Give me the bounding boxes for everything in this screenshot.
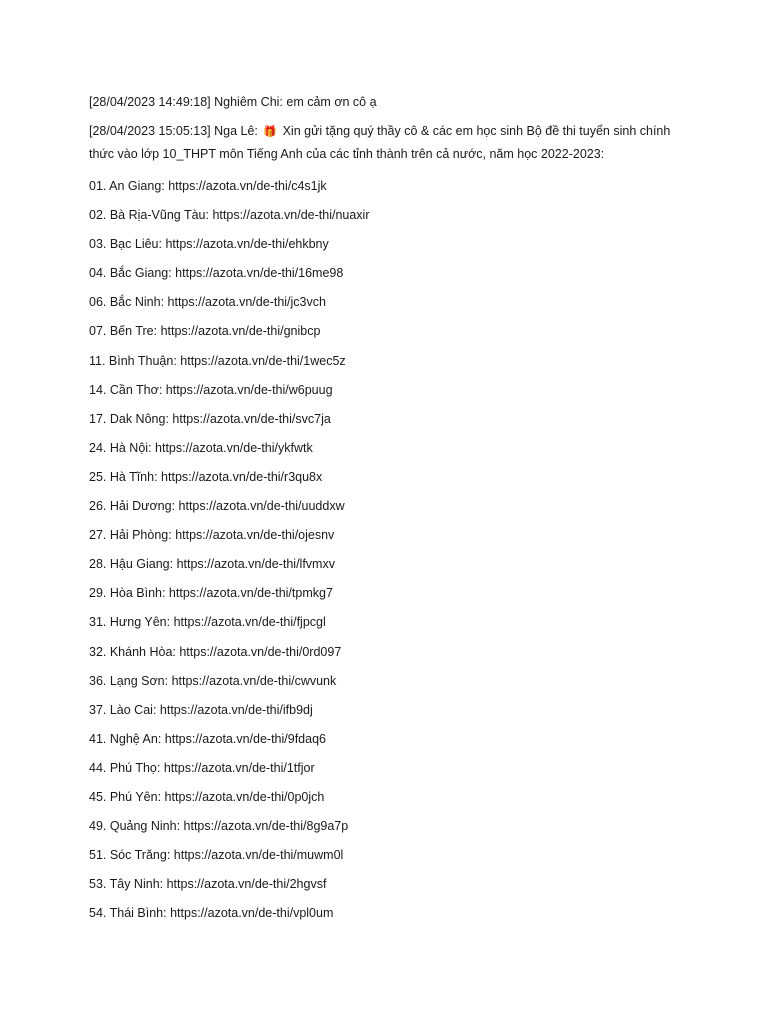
exam-link[interactable]: https://azota.vn/de-thi/ykfwtk (155, 440, 313, 455)
list-item (89, 899, 689, 928)
province-label: 01. An Giang : (89, 179, 168, 193)
exam-link[interactable]: https://azota.vn/de-thi/9fdaq6 (164, 731, 326, 746)
province-label: 32. Khánh Hòa : (89, 645, 179, 659)
exam-link[interactable]: https://azota.vn/de-thi/0rd097 (179, 644, 342, 659)
list-item (89, 696, 689, 725)
province-label: 45. Phú Yên : (89, 790, 165, 804)
exam-link[interactable]: https://azota.vn/de-thi/vpl0um (170, 906, 334, 921)
chat-message-1 (89, 91, 689, 113)
exam-link[interactable]: https://azota.vn/de-thi/w6puug (165, 382, 333, 397)
exam-link[interactable]: https://azota.vn/de-thi/muwm0l (173, 848, 344, 863)
exam-link[interactable]: https://azota.vn/de-thi/cwvunk (171, 673, 337, 688)
exam-link[interactable]: https://azota.vn/de-thi/lfvmxv (176, 557, 335, 572)
list-item (89, 434, 689, 463)
list-item (89, 783, 689, 812)
list-item (89, 521, 689, 550)
list-item (89, 230, 689, 259)
list-item (89, 725, 689, 754)
exam-link[interactable]: https://azota.vn/de-thi/1tfjor (163, 760, 315, 775)
province-label: 25. Hà Tĩnh : (89, 470, 161, 484)
chat-message-2 (89, 120, 689, 165)
exam-link[interactable]: https://azota.vn/de-thi/ifb9dj (159, 702, 313, 717)
province-label: 04. Bắc Giang : (89, 266, 175, 280)
province-label: 44. Phú Thọ : (89, 761, 164, 775)
list-item (89, 376, 689, 405)
list-item (89, 841, 689, 870)
exam-link[interactable]: https://azota.vn/de-thi/16me98 (175, 266, 344, 281)
province-label: 14. Cần Thơ : (89, 383, 166, 397)
list-item (89, 579, 689, 608)
province-label: 28. Hậu Giang : (89, 557, 177, 571)
exam-link[interactable]: https://azota.vn/de-thi/1wec5z (180, 353, 346, 368)
province-label: 53. Tây Ninh : (89, 877, 167, 891)
province-label: 02. Bà Rịa-Vũng Tàu : (89, 208, 212, 222)
province-label: 03. Bạc Liêu : (89, 237, 165, 251)
list-item (89, 463, 689, 492)
list-item (89, 259, 689, 288)
exam-link[interactable]: https://azota.vn/de-thi/8g9a7p (183, 819, 349, 834)
list-item (89, 608, 689, 637)
exam-link[interactable]: https://azota.vn/de-thi/gnibcp (160, 324, 321, 339)
exam-link[interactable]: https://azota.vn/de-thi/uuddxw (178, 499, 345, 514)
document-page (89, 91, 689, 928)
exam-link[interactable]: https://azota.vn/de-thi/2hgvsf (166, 877, 327, 892)
exam-link[interactable]: https://azota.vn/de-thi/nuaxir (212, 208, 370, 223)
exam-link[interactable]: https://azota.vn/de-thi/fjpcgl (173, 615, 326, 630)
list-item (89, 870, 689, 899)
province-label: 31. Hưng Yên : (89, 615, 174, 629)
list-item (89, 812, 689, 841)
exam-link[interactable]: https://azota.vn/de-thi/tpmkg7 (168, 586, 333, 601)
province-label: 27. Hải Phòng : (89, 528, 175, 542)
province-label: 17. Dak Nông : (89, 412, 172, 426)
message-author: Nghiêm Chi: (214, 95, 283, 109)
exam-link[interactable]: https://azota.vn/de-thi/0p0jch (164, 789, 325, 804)
list-item (89, 754, 689, 783)
message-author: Nga Lê: (214, 124, 258, 138)
province-label: 41. Nghệ An : (89, 732, 165, 746)
exam-link[interactable]: https://azota.vn/de-thi/ojesnv (175, 528, 335, 543)
province-label: 51. Sóc Trăng : (89, 848, 174, 862)
province-label: 49. Quảng Ninh : (89, 819, 184, 833)
exam-link[interactable]: https://azota.vn/de-thi/svc7ja (172, 411, 331, 426)
exam-link-list (89, 172, 689, 928)
exam-link[interactable]: https://azota.vn/de-thi/jc3vch (167, 295, 326, 310)
message-timestamp: [28/04/2023 15:05:13] (89, 124, 211, 138)
list-item (89, 288, 689, 317)
province-label: 06. Bắc Ninh : (89, 295, 168, 309)
exam-link[interactable]: https://azota.vn/de-thi/ehkbny (165, 237, 329, 252)
province-label: 37. Lào Cai : (89, 703, 160, 717)
list-item (89, 667, 689, 696)
province-label: 54. Thái Bình : (89, 906, 170, 920)
list-item (89, 172, 689, 201)
province-label: 36. Lạng Sơn : (89, 674, 172, 688)
province-label: 24. Hà Nội : (89, 441, 155, 455)
list-item (89, 550, 689, 579)
list-item (89, 317, 689, 346)
message-text: em cảm ơn cô ạ (286, 95, 377, 109)
message-text: Xin gửi tặng quý thầy cô & các em học sinh Bộ đề thi tuyển sinh chính thức vào lớp 10_THPT môn Tiếng Anh của các tỉnh thành trên cả nước, năm học 2022-2023: (89, 124, 671, 161)
province-label: 07. Bến Tre : (89, 324, 161, 338)
list-item (89, 201, 689, 230)
exam-link[interactable]: https://azota.vn/de-thi/r3qu8x (161, 469, 323, 484)
province-label: 11. Bình Thuận : (89, 354, 180, 368)
list-item (89, 405, 689, 434)
province-label: 26. Hải Dương : (89, 499, 179, 513)
exam-link[interactable]: https://azota.vn/de-thi/c4s1jk (168, 179, 327, 193)
list-item (89, 347, 689, 376)
province-label: 29. Hòa Bình : (89, 586, 169, 600)
gift-icon: 🎁 (263, 126, 278, 138)
message-timestamp: [28/04/2023 14:49:18] (89, 95, 211, 109)
list-item (89, 492, 689, 521)
list-item (89, 638, 689, 667)
